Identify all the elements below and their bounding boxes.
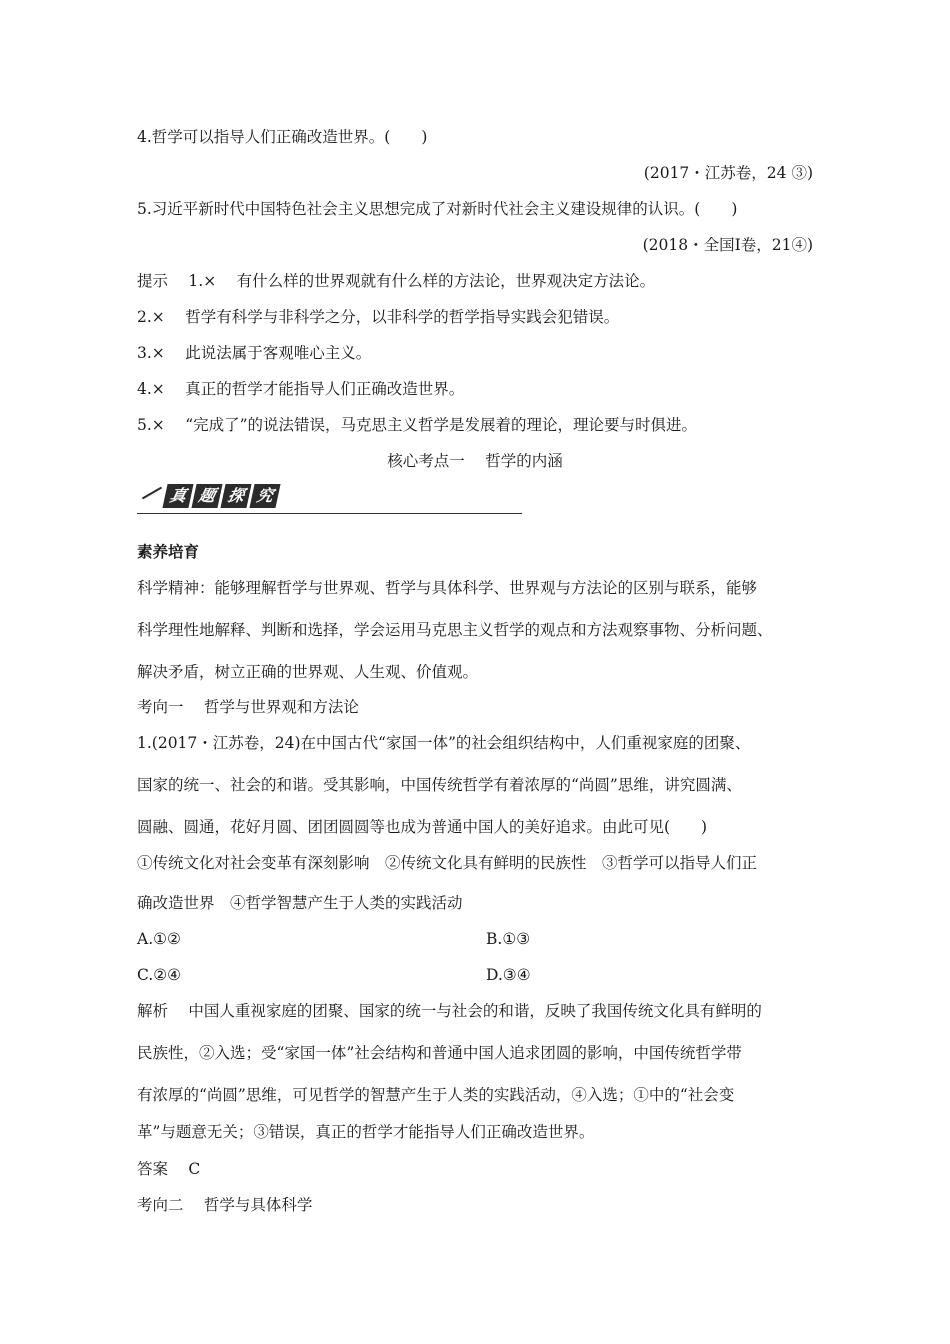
analysis-line-3: 有浓厚的“尚圆”思维，可见哲学的智慧产生于人类的实践活动，④入选；①中的“社会变 [137,1086,735,1104]
options-line-2: 确改造世界 ④哲学智慧产生于人类的实践活动 [137,894,463,912]
hint-4: 4.× 真正的哲学才能指导人们正确改造世界。 [137,380,465,398]
section-heading: 素养培育 [137,543,200,561]
banner-char-3: 探 [220,484,251,508]
analysis-line-4: 革”与题意无关；③错误，真正的哲学才能指导人们正确改造世界。 [137,1123,595,1141]
choice-c: C.②④ [137,966,182,984]
question-5-source: (2018・全国Ⅰ卷，21④) [642,236,813,254]
hint-3: 3.× 此说法属于客观唯心主义。 [137,344,372,362]
banner-char-2: 题 [191,484,222,508]
choice-a: A.①② [137,930,181,948]
choice-d: D.③④ [486,966,531,984]
analysis-line-2: 民族性，②入选；受“家国一体”社会结构和普通中国人追求团圆的影响，中国传统哲学带 [137,1044,742,1062]
answer: 答案 C [137,1160,201,1178]
direction-1-title: 考向一 哲学与世界观和方法论 [137,698,359,716]
question-4: 4.哲学可以指导人们正确改造世界。( ) [137,128,428,146]
hint-2: 2.× 哲学有科学与非科学之分，以非科学的哲学指导实践会犯错误。 [137,308,620,326]
question-5: 5.习近平新时代中国特色社会主义思想完成了对新时代社会主义建设规律的认识。( ) [137,200,738,218]
question-1-line-3: 圆融、圆通，花好月圆、团团圆圆等也成为普通中国人的美好追求。由此可见( ) [137,818,708,836]
question-4-source: (2017・江苏卷，24 ③) [643,164,813,182]
section-banner [137,484,522,516]
question-1-line-2: 国家的统一、社会的和谐。受其影响，中国传统哲学有着浓厚的“尚圆”思维，讲究圆满、 [137,776,742,794]
question-1-line-1: 1.(2017・江苏卷，24)在中国古代“家国一体”的社会组织结构中，人们重视家庭的团聚、 [137,734,751,752]
literacy-line-1: 科学精神：能够理解哲学与世界观、哲学与具体科学、世界观与方法论的区别与联系，能够 [137,579,758,597]
hint-5: 5.× “完成了”的说法错误，马克思主义哲学是发展着的理论，理论要与时俱进。 [137,416,698,434]
banner-rule [137,513,522,514]
literacy-line-3: 解决矛盾，树立正确的世界观、人生观、价值观。 [137,663,479,681]
analysis-line-1: 解析 中国人重视家庭的团聚、国家的统一与社会的和谐，反映了我国传统文化具有鲜明的 [137,1002,762,1020]
literacy-line-2: 科学理性地解释、判断和选择，学会运用马克思主义哲学的观点和方法观察事物、分析问题、 [137,621,773,639]
direction-2-title: 考向二 哲学与具体科学 [137,1196,313,1214]
choice-b: B.①③ [486,930,531,948]
options-line-1: ①传统文化对社会变革有深刻影响 ②传统文化具有鲜明的民族性 ③哲学可以指导人们正 [137,854,758,872]
banner-decoration [142,487,162,500]
banner-char-1: 真 [162,484,193,508]
banner-char-4: 究 [249,484,280,508]
hint-1: 提示 1.× 有什么样的世界观就有什么样的方法论，世界观决定方法论。 [137,272,656,290]
core-topic-title: 核心考点一 哲学的内涵 [387,452,563,470]
